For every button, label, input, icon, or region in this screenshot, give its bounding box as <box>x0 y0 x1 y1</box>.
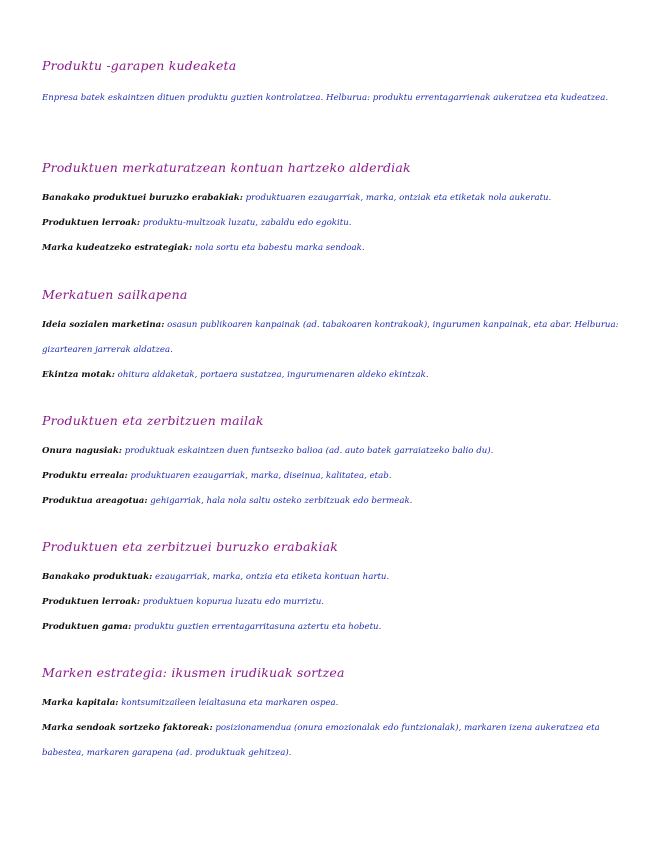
paragraph <box>42 489 622 514</box>
paragraph <box>42 186 622 211</box>
paragraph-text: produktu-multzoak luzatu, zabaldu edo egokitu. <box>142 218 352 228</box>
section-4 <box>42 413 622 514</box>
section-heading: Produktu -garapen kudeaketa <box>42 58 237 73</box>
paragraph-text: nola sortu eta babestu marka sendoak. <box>194 243 365 253</box>
paragraph <box>42 691 622 716</box>
paragraph-text: produktuaren ezaugarriak, marka, ontziak eta etiketak nola aukeratu. <box>245 193 552 203</box>
paragraph-key: Produktuen gama: <box>42 622 132 632</box>
paragraph-text: kontsumitzaileen leialtasuna eta markaren ospea. <box>121 698 339 708</box>
paragraph-key: Banakako produktuak: <box>42 572 153 582</box>
paragraph-text: produktu guztien errentagarritasuna aztertu eta hobetu. <box>134 622 382 632</box>
paragraph <box>42 236 622 261</box>
paragraph-key: Marka kapitala: <box>42 698 119 708</box>
paragraph <box>42 86 622 111</box>
paragraph-key: Onura nagusiak: <box>42 446 122 456</box>
paragraph <box>42 590 622 615</box>
paragraph-text: posizionamendua (onura emozionalak edo funtzionalak), markaren izena aukeratzea eta babestea, markaren garapena (ad. produktuak gehitzea). <box>42 723 600 758</box>
paragraph-text: gehigarriak, hala nola saltu osteko zerbitzuak edo bermeak. <box>150 496 413 506</box>
paragraph <box>42 716 622 766</box>
paragraph-text: produktuaren ezaugarriak, marka, diseinua, kalitatea, etab. <box>130 471 392 481</box>
section-heading: Produktuen eta zerbitzuen mailak <box>42 413 264 428</box>
paragraph <box>42 439 622 464</box>
paragraph-text: produktuak eskaintzen duen funtsezko balioa (ad. auto batek garraiatzeko balio du). <box>124 446 494 456</box>
paragraph-text: ohitura aldaketak, portaera sustatzea, ingurumenaren aldeko ekintzak. <box>117 370 429 380</box>
paragraph-key: Marka sendoak sortzeko faktoreak: <box>42 723 213 733</box>
paragraph-key: Produktu erreala: <box>42 471 128 481</box>
paragraph <box>42 211 622 236</box>
paragraph <box>42 615 622 640</box>
paragraph-text: Enpresa batek eskaintzen dituen produktu guztien kontrolatzea. Helburua: produktu errentagarrienak aukeratzea eta kudeatzea. <box>42 93 609 103</box>
section-3 <box>42 287 622 388</box>
paragraph <box>42 363 622 388</box>
section-5 <box>42 539 622 640</box>
paragraph-key: Produktua areagotua: <box>42 496 148 506</box>
paragraph <box>42 565 622 590</box>
section-6 <box>42 665 622 766</box>
section-1 <box>42 58 622 111</box>
section-heading: Merkatuen sailkapena <box>42 287 188 302</box>
paragraph-text: osasun publikoaren kanpainak (ad. tabakoaren kontrakoak), ingurumen kanpainak, eta abar. Helburua: gizartearen jarrerak aldatzea. <box>42 320 619 355</box>
section-2 <box>42 160 622 261</box>
paragraph-text: produktuen kopurua luzatu edo murriztu. <box>142 597 325 607</box>
paragraph-key: Marka kudeatzeko estrategiak: <box>42 243 193 253</box>
paragraph-key: Banakako produktuei buruzko erabakiak: <box>42 193 243 203</box>
paragraph-key: Produktuen lerroak: <box>42 218 141 228</box>
paragraph <box>42 313 622 363</box>
paragraph-key: Produktuen lerroak: <box>42 597 141 607</box>
section-heading: Produktuen merkaturatzean kontuan hartzeko alderdiak <box>42 160 411 175</box>
paragraph-key: Ideia sozialen marketina: <box>42 320 165 330</box>
paragraph-text: ezaugarriak, marka, ontzia eta etiketa kontuan hartu. <box>154 572 390 582</box>
paragraph <box>42 464 622 489</box>
section-heading: Produktuen eta zerbitzuei buruzko erabakiak <box>42 539 339 554</box>
section-heading: Marken estrategia: ikusmen irudikuak sortzea <box>42 665 345 680</box>
paragraph-key: Ekintza motak: <box>42 370 115 380</box>
